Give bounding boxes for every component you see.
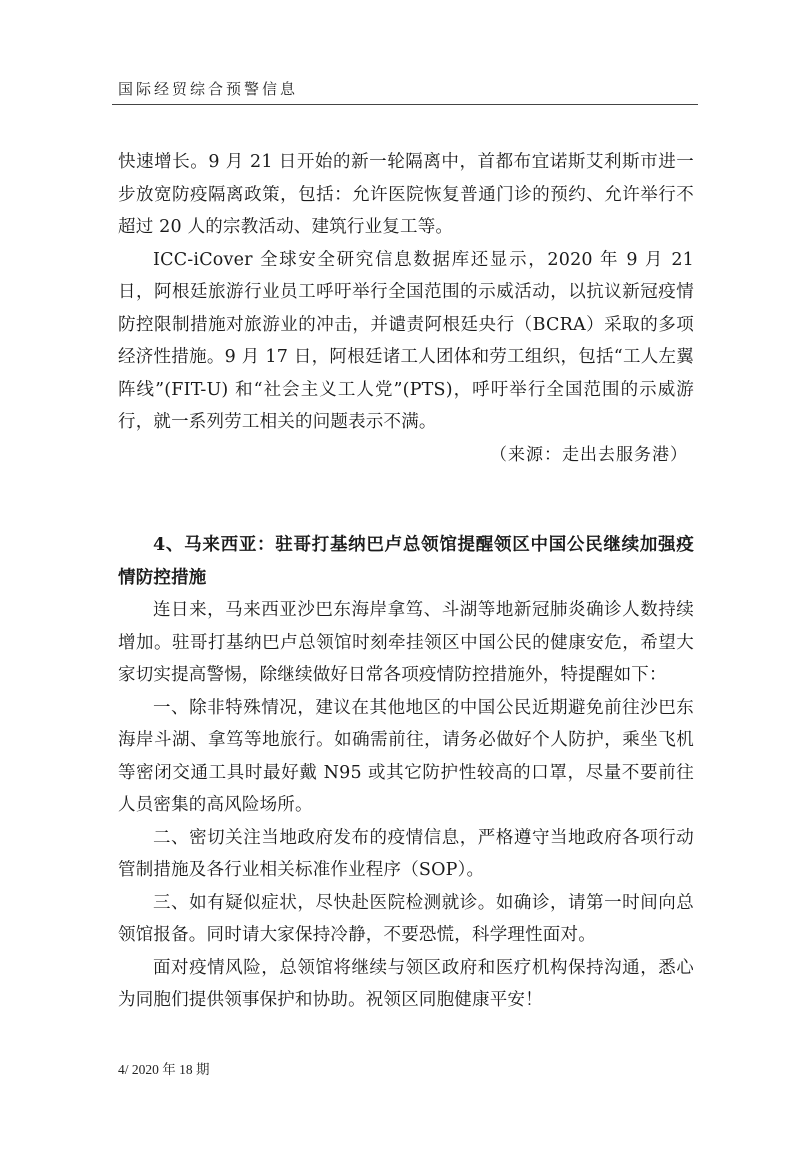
source-note: （来源：走出去服务港） [490,444,688,465]
paragraph-item-2: 二、密切关注当地政府发布的疫情信息，严格遵守当地政府各项行动管制措施及各行业相关标准作业程序（SOP）。 [118,827,694,880]
paragraph-item-1: 一、除非特殊情况，建议在其他地区的中国公民近期避免前往沙巴东海岸斗湖、拿笃等地旅行。如确需前往，请务必做好个人防护，乘坐飞机等密闭交通工具时最好戴 N95 或其它防护性较高的口罩，尽量不要前往人员密集的高风险场所。 [118,697,694,815]
paragraph-icc-database: ICC-iCover 全球安全研究信息数据库还显示，2020 年 9 月 21 日，阿根廷旅游行业员工呼吁举行全国范围的示威活动，以抗议新冠疫情防控限制措施对旅游业的冲击，并谴责阿根廷央行（BCRA）采取的多项经济性措施。9 月 17 日，阿根廷诸工人团体和劳工组织，包括“工人左翼阵线”(FIT-U) 和“社会主义工人党”(PTS)，呼吁举行全国范围的示威游行，就一系列劳工相关的问题表示不满。 [118,249,694,432]
header-divider [112,104,698,105]
paragraph-continued: 快速增长。9 月 21 日开始的新一轮隔离中，首都布宜诺斯艾利斯市进一步放宽防疫隔离政策，包括：允许医院恢复普通门诊的预约、允许举行不超过 20 人的宗教活动、建筑行业复工等。 [118,152,694,237]
running-header-title: 国际经贸综合预警信息 [118,80,299,98]
section-heading: 4、马来西亚：驻哥打基纳巴卢总领馆提醒领区中国公民继续加强疫情防控措施 [118,535,694,588]
paragraph-item-3: 三、如有疑似症状，尽快赴医院检测就诊。如确诊，请第一时间向总领馆报备。同时请大家保持冷静，不要恐慌，科学理性面对。 [118,892,694,945]
paragraph-intro: 连日来，马来西亚沙巴东海岸拿笃、斗湖等地新冠肺炎确诊人数持续增加。驻哥打基纳巴卢总领馆时刻牵挂领区中国公民的健康安危，希望大家切实提高警惕，除继续做好日常各项疫情防控措施外，特提醒如下： [118,600,694,685]
paragraph-closing: 面对疫情风险，总领馆将继续与领区政府和医疗机构保持沟通，悉心为同胞们提供领事保护和协助。祝领区同胞健康平安！ [118,957,694,1010]
page-content [118,146,694,1017]
page-footer: 4/ 2020 年 18 期 [118,1062,210,1077]
